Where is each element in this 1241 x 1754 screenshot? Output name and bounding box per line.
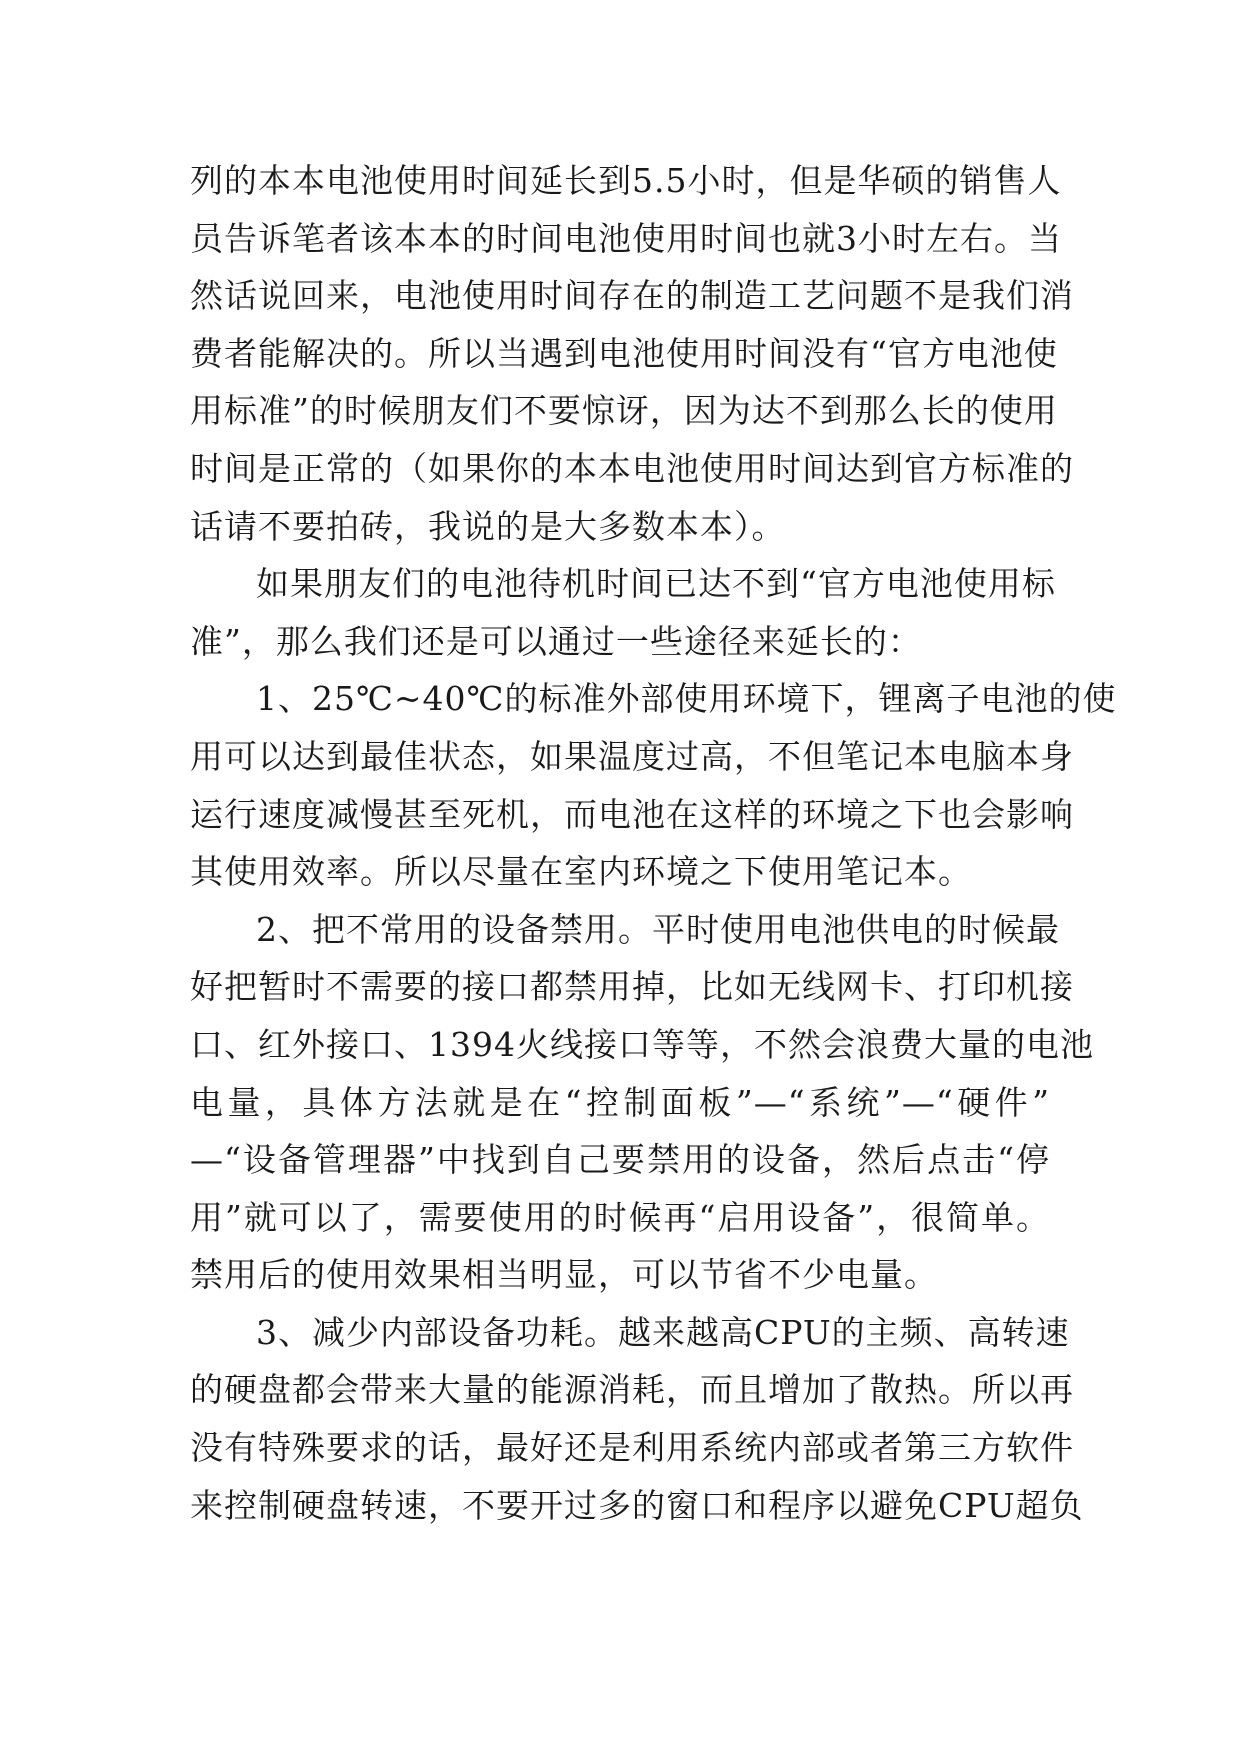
text-line: 时间是正常的（如果你的本本电池使用时间达到官方标准的 xyxy=(190,448,1074,488)
text-line: 1、25℃~40℃的标准外部使用环境下，锂离子电池的使 xyxy=(256,679,1117,719)
text-line: 口、红外接口、1394火线接口等等，不然会浪费大量的电池 xyxy=(190,1024,1094,1064)
text-line: 其使用效率。所以尽量在室内环境之下使用笔记本。 xyxy=(190,852,972,892)
text-line: 用可以达到最佳状态，如果温度过高，不但笔记本电脑本身 xyxy=(190,736,1074,776)
text-line: 禁用后的使用效果相当明显，可以节省不少电量。 xyxy=(190,1255,938,1295)
text-line: 用标准”的时候朋友们不要惊讶，因为达不到那么长的使用 xyxy=(190,391,1058,431)
text-line: 列的本本电池使用时间延长到5.5小时，但是华硕的销售人 xyxy=(190,161,1062,200)
text-line: —“设备管理器”中找到自己要禁用的设备，然后点击“停 xyxy=(190,1140,1050,1180)
text-line: 然话说回来，电池使用时间存在的制造工艺问题不是我们消 xyxy=(190,276,1074,316)
text-line: 2、把不常用的设备禁用。平时使用电池供电的时候最 xyxy=(256,909,1060,949)
text-line: 没有特殊要求的话，最好还是利用系统内部或者第三方软件 xyxy=(190,1428,1074,1468)
text-line: 用”就可以了，需要使用的时候再“启用设备”，很简单。 xyxy=(190,1197,1050,1237)
text-line: 费者能解决的。所以当遇到电池使用时间没有“官方电池使 xyxy=(190,333,1058,373)
text-line: 运行速度减慢甚至死机，而电池在这样的环境之下也会影响 xyxy=(190,794,1074,834)
text-line: 准”，那么我们还是可以通过一些途径来延长的： xyxy=(190,621,922,661)
text-line: 3、减少内部设备功耗。越来越高CPU的主频、高转速 xyxy=(256,1312,1070,1352)
text-line: 好把暂时不需要的接口都禁用掉，比如无线网卡、打印机接 xyxy=(190,967,1074,1007)
text-line: 如果朋友们的电池待机时间已达不到“官方电池使用标 xyxy=(256,564,1056,604)
body-text xyxy=(190,152,1117,1534)
text-line: 电量，具体方法就是在“控制面板”—“系统”—“硬件” xyxy=(190,1082,1050,1122)
text-line: 员告诉笔者该本本的时间电池使用时间也就3小时左右。当 xyxy=(190,218,1062,258)
text-line: 来控制硬盘转速，不要开过多的窗口和程序以避免CPU超负 xyxy=(190,1485,1084,1525)
text-line: 的硬盘都会带来大量的能源消耗，而且增加了散热。所以再 xyxy=(190,1370,1074,1410)
text-line: 话请不要拍砖，我说的是大多数本本）。 xyxy=(190,506,786,546)
